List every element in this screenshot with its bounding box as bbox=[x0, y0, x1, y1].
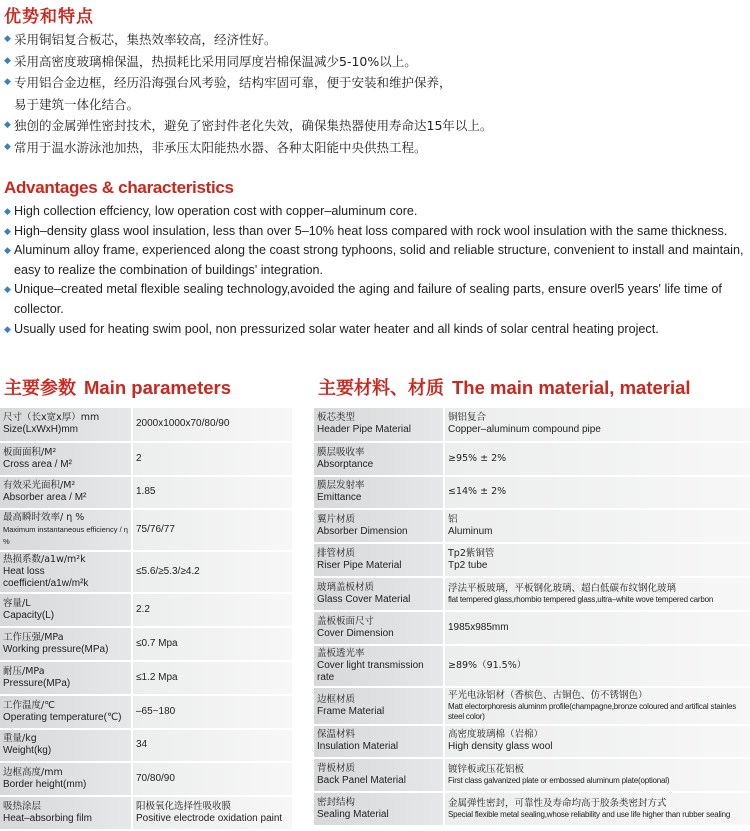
en-section-title: Advantages & characteristics bbox=[4, 178, 234, 197]
material-key: 盖板透光率 Cover light transmission rate bbox=[314, 645, 444, 687]
material-key: 玻璃盖板材质 Glass Cover Material bbox=[314, 577, 444, 611]
list-item: ◆ 专用铝合金边框，经历沿海强台风考验，结构牢固可靠，便于安装和维护保养， bbox=[4, 72, 492, 94]
bullet-icon: ◆ bbox=[4, 284, 11, 295]
param-key: 工作压强/MPa Working pressure(MPa) bbox=[0, 627, 132, 661]
list-item: ◆ Aluminum alloy frame, experienced along the coast strong typhoons, solid and reliable structure, convenient to install and maintain, easy to realize the combination of buildings' integration. bbox=[4, 243, 744, 277]
param-key: 尺寸（长x宽x厚）mm Size(LxWxH)mm bbox=[0, 408, 132, 442]
param-key: 边框高度/mm Border height(mm) bbox=[0, 762, 132, 796]
param-value: 75/76/77 bbox=[132, 509, 292, 551]
material-value: 高密度玻璃棉（岩棉） High density glass wool bbox=[444, 725, 750, 759]
table-row bbox=[314, 758, 750, 792]
material-value: ≤14% ± 2% bbox=[444, 476, 750, 510]
materials-heading: 主要材料、材质 The main material, material bbox=[318, 377, 691, 399]
param-key: 最高瞬时效率/ η % Maximum instantaneous efficiency / η % bbox=[0, 509, 132, 551]
material-value: 铝 Aluminum bbox=[444, 509, 750, 543]
param-value: 阳极氧化选择性吸收膜 Positive electrode oxidation paint bbox=[132, 796, 292, 830]
material-key: 密封结构 Sealing Material bbox=[314, 792, 444, 826]
params-table bbox=[0, 408, 292, 831]
material-key: 膜层发射率 Emittance bbox=[314, 476, 444, 510]
param-value: 2000x1000x70/80/90 bbox=[132, 408, 292, 442]
list-item: 易于建筑一体化结合。 bbox=[14, 96, 140, 112]
cn-feature-list bbox=[4, 29, 492, 158]
param-key: 热损系数/a1w/m²k Heat loss coefficient/a1w/m²k bbox=[0, 551, 132, 593]
list-item: ◆ 独创的金属弹性密封技术，避免了密封件老化失效，确保集热器使用寿命达15年以上。 bbox=[4, 115, 492, 137]
material-key: 盖板板面尺寸 Cover Dimension bbox=[314, 611, 444, 645]
table-row bbox=[0, 796, 292, 830]
table-row bbox=[314, 611, 750, 645]
material-value: 1985x985mm bbox=[444, 611, 750, 645]
param-value: 34 bbox=[132, 729, 292, 763]
param-key: 容量/L Capacity(L) bbox=[0, 593, 132, 627]
param-key: 工作温度/℃ Operating temperature(℃) bbox=[0, 695, 132, 729]
table-row bbox=[0, 593, 292, 627]
param-key: 有效采光面积/M² Absorber area / M² bbox=[0, 476, 132, 510]
param-value: 1.85 bbox=[132, 476, 292, 510]
table-row bbox=[0, 661, 292, 695]
bullet-icon: ◆ bbox=[4, 34, 11, 44]
param-value: 2 bbox=[132, 442, 292, 476]
material-value: Tp2紫铜管 Tp2 tube bbox=[444, 543, 750, 577]
param-key: 耐压/MPa Pressure(MPa) bbox=[0, 661, 132, 695]
table-row bbox=[314, 509, 750, 543]
table-row bbox=[0, 408, 292, 442]
param-key: 重量/kg Weight(kg) bbox=[0, 729, 132, 763]
table-row bbox=[0, 729, 292, 763]
material-value: 镀锌板或压花铝板 First class galvanized plate or embossed aluminum plate(optional) bbox=[444, 758, 750, 792]
table-row bbox=[314, 725, 750, 759]
bullet-icon: ◆ bbox=[4, 225, 11, 236]
param-value: 2.2 bbox=[132, 593, 292, 627]
material-value: ≥89%（91.5%） bbox=[444, 645, 750, 687]
cn-section-title: 优势和特点 bbox=[4, 7, 94, 27]
param-key: 板面面积/M² Cross area / M² bbox=[0, 442, 132, 476]
list-item: ◆ Unique–created metal flexible sealing technology,avoided the aging and failure of sealing parts, ensure overl5 years' life time of collector. bbox=[4, 282, 722, 316]
table-row bbox=[314, 408, 750, 442]
bullet-icon: ◆ bbox=[4, 206, 11, 216]
table-row bbox=[0, 476, 292, 510]
param-value: ≤1.2 Mpa bbox=[132, 661, 292, 695]
params-heading: 主要参数 Main parameters bbox=[4, 377, 232, 399]
material-value: 金属弹性密封，可靠性及寿命均高于胶条类密封方式 Special flexible metal sealing,whose reliability and use life higher than rubber sealing bbox=[444, 792, 750, 826]
list-item: ◆ Usually used for heating swim pool, non pressurized solar water heater and all kinds of solar central heating project. bbox=[4, 320, 750, 340]
bullet-icon: ◆ bbox=[4, 55, 11, 66]
bullet-icon: ◆ bbox=[4, 77, 11, 87]
en-feature-list bbox=[4, 202, 750, 339]
table-row bbox=[314, 442, 750, 476]
material-key: 背板材质 Back Panel Material bbox=[314, 758, 444, 792]
param-value: ≤5.6/≥5.3/≥4.2 bbox=[132, 551, 292, 593]
param-value: 70/80/90 bbox=[132, 762, 292, 796]
table-row bbox=[0, 627, 292, 661]
table-row bbox=[314, 687, 750, 725]
bullet-icon: ◆ bbox=[4, 245, 11, 256]
table-row bbox=[314, 792, 750, 826]
bullet-icon: ◆ bbox=[4, 141, 11, 152]
list-item: ◆ 采用高密度玻璃棉保温，热损耗比采用同厚度岩棉保温减少5-10%以上。 bbox=[4, 51, 492, 73]
table-row bbox=[314, 543, 750, 577]
table-row bbox=[314, 577, 750, 611]
table-row bbox=[0, 695, 292, 729]
material-key: 边框材质 Frame Material bbox=[314, 687, 444, 725]
materials-table bbox=[314, 408, 750, 827]
material-key: 保温材料 Insulation Material bbox=[314, 725, 444, 759]
list-item: ◆ High collection effciency, low operation cost with copper–aluminum core. bbox=[4, 202, 750, 222]
material-key: 排管材质 Riser Pipe Material bbox=[314, 543, 444, 577]
material-key: 膜层吸收率 Absorptance bbox=[314, 442, 444, 476]
material-value: ≥95% ± 2% bbox=[444, 442, 750, 476]
material-key: 板芯类型 Header Pipe Material bbox=[314, 408, 444, 442]
material-value: 铜铝复合 Copper–aluminum compound pipe bbox=[444, 408, 750, 442]
table-row bbox=[314, 476, 750, 510]
table-row bbox=[314, 645, 750, 687]
table-row bbox=[0, 551, 292, 593]
param-value: ≤0.7 Mpa bbox=[132, 627, 292, 661]
bullet-icon: ◆ bbox=[4, 120, 11, 130]
param-value: –65~180 bbox=[132, 695, 292, 729]
bullet-icon: ◆ bbox=[4, 323, 11, 334]
table-row bbox=[0, 762, 292, 796]
table-row bbox=[0, 442, 292, 476]
list-item: ◆ High–density glass wool insulation, less than over 5–10% heat loss compared with rock wool insulation with the same thickness. bbox=[4, 222, 750, 242]
list-item: ◆ 常用于温水游泳池加热，非承压太阳能热水器、各种太阳能中央供热工程。 bbox=[4, 137, 492, 159]
table-row bbox=[0, 509, 292, 551]
param-key: 吸热涂层 Heat–absorbing film bbox=[0, 796, 132, 830]
material-key: 翼片材质 Absorber Dimension bbox=[314, 509, 444, 543]
material-value: 浮法平板玻璃，平板钢化玻璃、超白低碳布纹钢化玻璃 flat tempered glass,rhombio tempered glass,ultra–white wove tempered carbon bbox=[444, 577, 750, 611]
material-value: 平光电泳铝材（香槟色、古铜色、仿不锈钢色） Matt electorphoresis aluminm profile(champagne,bronze coloured and artifical stainles steel color) bbox=[444, 687, 750, 725]
list-item: ◆ 采用铜铝复合板芯，集热效率较高，经济性好。 bbox=[4, 29, 492, 51]
